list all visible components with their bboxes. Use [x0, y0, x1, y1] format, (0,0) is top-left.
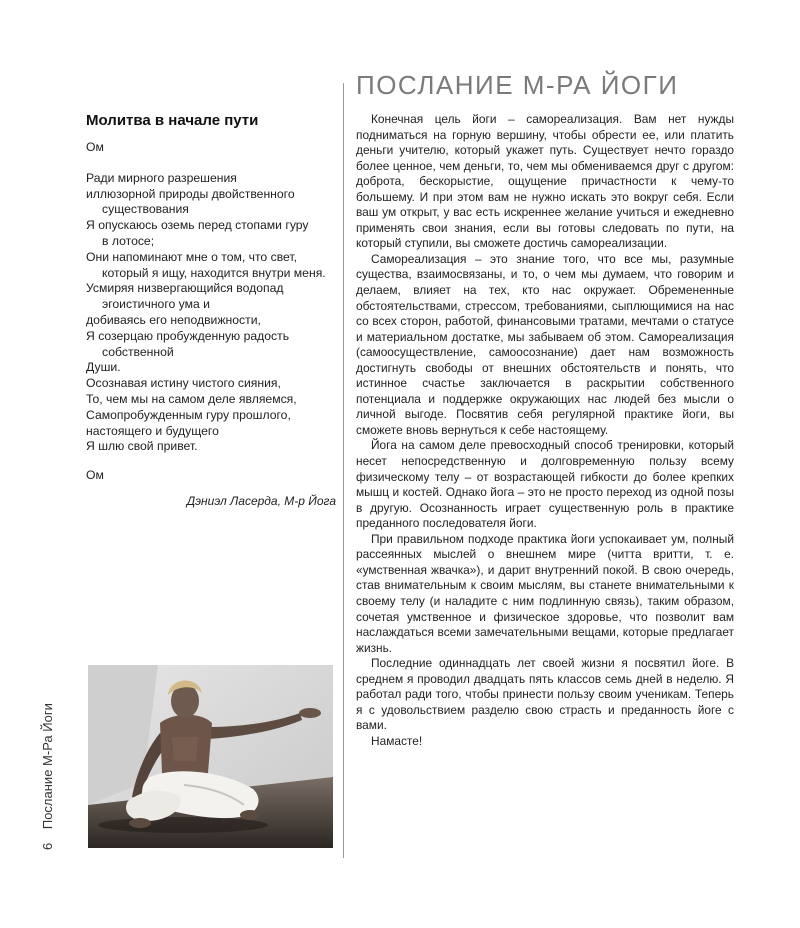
article-title: ПОСЛАНИЕ М-РА ЙОГИ	[356, 70, 679, 100]
prayer-line: добиваясь его неподвижности,	[86, 312, 261, 327]
prayer-line: эгоистичного ума и	[102, 297, 210, 312]
prayer-line: Ради мирного разрешения	[86, 170, 237, 185]
prayer-line: Я опускаюсь оземь перед стопами гуру	[86, 218, 309, 233]
article-paragraph: При правильном подходе практика йоги успокаивает ум, полный рассеянных мыслей о внешнем мире (читта вритти, т. е. «умственная жвачка»), и дарит внутренний покой. В свою очередь, став внимательным к своим мыслям, вы станете внимательными к своему телу (и наладите с ним подлинную связь), таким образом, сочетая умственное и физическое здоровье, что позволит вам наслаждаться всеми замечательными вещами, которые предлагает жизнь.	[356, 531, 734, 655]
article-paragraph: Самореализация – это знание того, что все мы, разумные существа, взаимосвязаны, и то, о чем мы думаем, что говорим и делаем, влияет на тех, кто нас окружает. Обремененные обстоятельствами, стрессом, требованиями, сыплющимися на нас со всех сторон, работой, финансовыми тратами, мечтами о статусе и материальном достатке, мы забываем об этом. Самореализация (самоосуществление, самоосознание) дает нам возможность достигнуть свободы от внешних обстоятельств и понять, что истинное счастье заключается в раскрытии собственного потенциала и поддержке окружающих нас людей без мысли о личной выгоде. Посвятив себя регулярной практике йоги, вы сможете вновь вернуться к себе настоящему.	[356, 251, 734, 437]
page-number: 6	[40, 842, 55, 850]
running-head-title: Послание М-Ра Йоги	[40, 703, 55, 830]
prayer-line: Осознавая истину чистого сияния,	[86, 376, 281, 391]
yoga-photo	[88, 665, 333, 848]
article-paragraph: Йога на самом деле превосходный способ тренировки, который несет непосредственную и долговременную пользу всему физическому телу – от возрастающей гибкости до более крепких мышц и костей. Однако йога – это не просто переход из одной позы в другую. Осознанность играет существенную роль в практике преданного последователя йоги.	[356, 438, 734, 531]
prayer-line: Они напоминают мне о том, что свет,	[86, 249, 298, 264]
prayer-line: существования	[102, 202, 189, 217]
article-paragraph: Последние одиннадцать лет своей жизни я посвятил йоге. В среднем я проводил двадцать пять классов семь дней в неделю. Я работал ради того, чтобы принести пользу своим ученикам. Теперь я с удовольствием разделю свою страсть и преданность йоге с вами.	[356, 656, 734, 733]
prayer-title: Молитва в начале пути	[86, 112, 259, 129]
yoga-man-illustration	[88, 665, 333, 848]
prayer-line: Я созерцаю пробужденную радость	[86, 328, 290, 343]
prayer-om-bottom: Ом	[86, 468, 104, 483]
article-closing: Намасте!	[371, 733, 423, 748]
prayer-line: иллюзорной природы двойственного	[86, 186, 295, 201]
prayer-line: собственной	[102, 344, 174, 359]
column-divider	[343, 83, 344, 858]
prayer-line: Души.	[86, 360, 121, 375]
running-head	[40, 705, 56, 850]
prayer-author: Дэниэл Ласерда, М-р Йога	[186, 493, 336, 508]
prayer-line: Я шлю свой привет.	[86, 439, 198, 454]
prayer-line: Самопробужденным гуру прошлого,	[86, 407, 291, 422]
prayer-line: настоящего и будущего	[86, 423, 219, 438]
prayer-line: который я ищу, находится внутри меня.	[102, 265, 326, 280]
article-paragraph: Конечная цель йоги – самореализация. Вам нет нужды подниматься на горную вершину, чтобы обрести ее, или платить деньги учителю, который укажет путь. Существует нечто гораздо более ценное, чем деньги, то, чем мы обмениваемся друг с другом: доброта, бескорыстие, ощущение причастности к чему-то большему. И при этом вам не нужно искать это вокруг себя. Если ваш ум открыт, у вас есть искреннее желание учиться и ежедневно применять свои знания, если вы готовы следовать по пути, на который ступили, вы сможете достичь самореализации.	[356, 112, 734, 251]
prayer-line: Усмиряя низвергающийся водопад	[86, 281, 284, 296]
prayer-om-top: Ом	[86, 140, 104, 154]
prayer-line: в лотосе;	[102, 233, 155, 248]
prayer-column	[86, 112, 336, 508]
prayer-line: То, чем мы на самом деле являемся,	[86, 391, 297, 406]
article-column	[356, 70, 734, 749]
